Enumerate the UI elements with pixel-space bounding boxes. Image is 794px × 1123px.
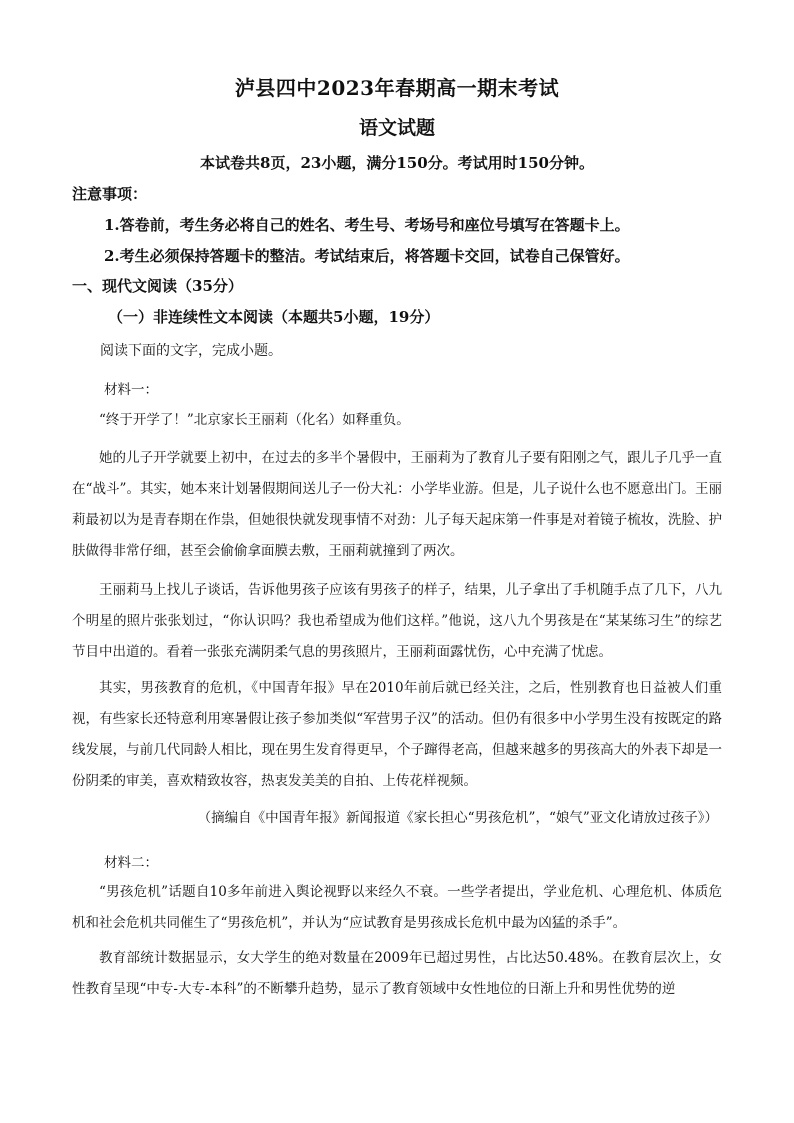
material-2-paragraph: “男孩危机”话题自10多年前进入舆论视野以来经久不衰。一些学者提出，学业危机、心理危机、体质危机和社会危机共同催生了“男孩危机”，并认为“应试教育是男孩成长危机中最为凶猛的杀手”。 (72, 884, 722, 931)
exam-title: 泸县四中2023年春期高一期末考试 (234, 76, 560, 100)
material-1-paragraph: 其实，男孩教育的危机，《中国青年报》早在2010年前后就已经关注，之后，性别教育也日益被人们重视，有些家长还特意利用寒暑假让孩子参加类似“军营男子汉”的活动。但仍有很多中小学男生没有按既定的路线发展，与前几代同龄人相比，现在男生发育得更早，个子蹿得老高，但越来越多的男孩高大的外表下却是一份阴柔的审美，喜欢精致妆容，热衷发美美的自拍、上传花样视频。 (72, 680, 722, 789)
notice-item-1: 1.答卷前，考生务必将自己的姓名、考生号、考场号和座位号填写在答题卡上。 (104, 216, 630, 234)
subsection-heading: （一）非连续性文本阅读（本题共5小题，19分） (108, 308, 440, 326)
material-2-label: 材料二： (104, 855, 158, 871)
reading-instruction: 阅读下面的文字，完成小题。 (100, 343, 282, 359)
exam-subtitle: 语文试题 (358, 117, 435, 139)
notice-item-2: 2.考生必须保持答题卡的整洁。考试结束后，将答题卡交回，试卷自己保管好。 (104, 247, 630, 265)
material-1-paragraph: 王丽莉马上找儿子谈话，告诉他男孩子应该有男孩子的样子，结果，儿子拿出了手机随手点了几下，八九个明星的照片张张划过，“你认识吗？我也希望成为他们这样。”他说，这八九个男孩是在“某某练习生”的综艺节目中出道的。看着一张张充满阴柔气息的男孩照片，王丽莉面露忧伤，心中充满了忧虑。 (72, 582, 722, 660)
material-1-paragraph: 她的儿子开学就要上初中，在过去的多半个暑假中，王丽莉为了教育儿子要有阳刚之气，跟儿子几乎一直在“战斗”。其实，她本来计划暑假期间送儿子一份大礼：小学毕业游。但是，儿子说什么也不愿意出门。王丽莉最初以为是青春期在作祟，但她很快就发现事情不对劲：儿子每天起床第一件事是对着镜子梳妆，洗脸、护肤做得非常仔细，甚至会偷偷拿面膜去敷，王丽莉就撞到了两次。 (72, 450, 722, 559)
material-1-paragraph: “终于开学了！”北京家长王丽莉（化名）如释重负。 (99, 412, 410, 428)
notice-heading: 注意事项： (72, 185, 148, 203)
material-1-label: 材料一： (104, 382, 158, 398)
section-heading: 一、现代文阅读（35分） (72, 277, 243, 295)
material-1-source: （摘编自《中国青年报》新闻报道《家长担心“男孩危机”，“娘气”亚文化请放过孩子》） (197, 810, 718, 826)
exam-info: 本试卷共8页，23小题，满分150分。考试用时150分钟。 (200, 154, 594, 172)
material-2-paragraph: 教育部统计数据显示，女大学生的绝对数量在2009年已超过男性，占比达50.48%。在教育层次上，女性教育呈现“中专-大专-本科”的不断攀升趋势，显示了教育领域中女性地位的日渐上升和男性优势的逆 (72, 950, 722, 997)
